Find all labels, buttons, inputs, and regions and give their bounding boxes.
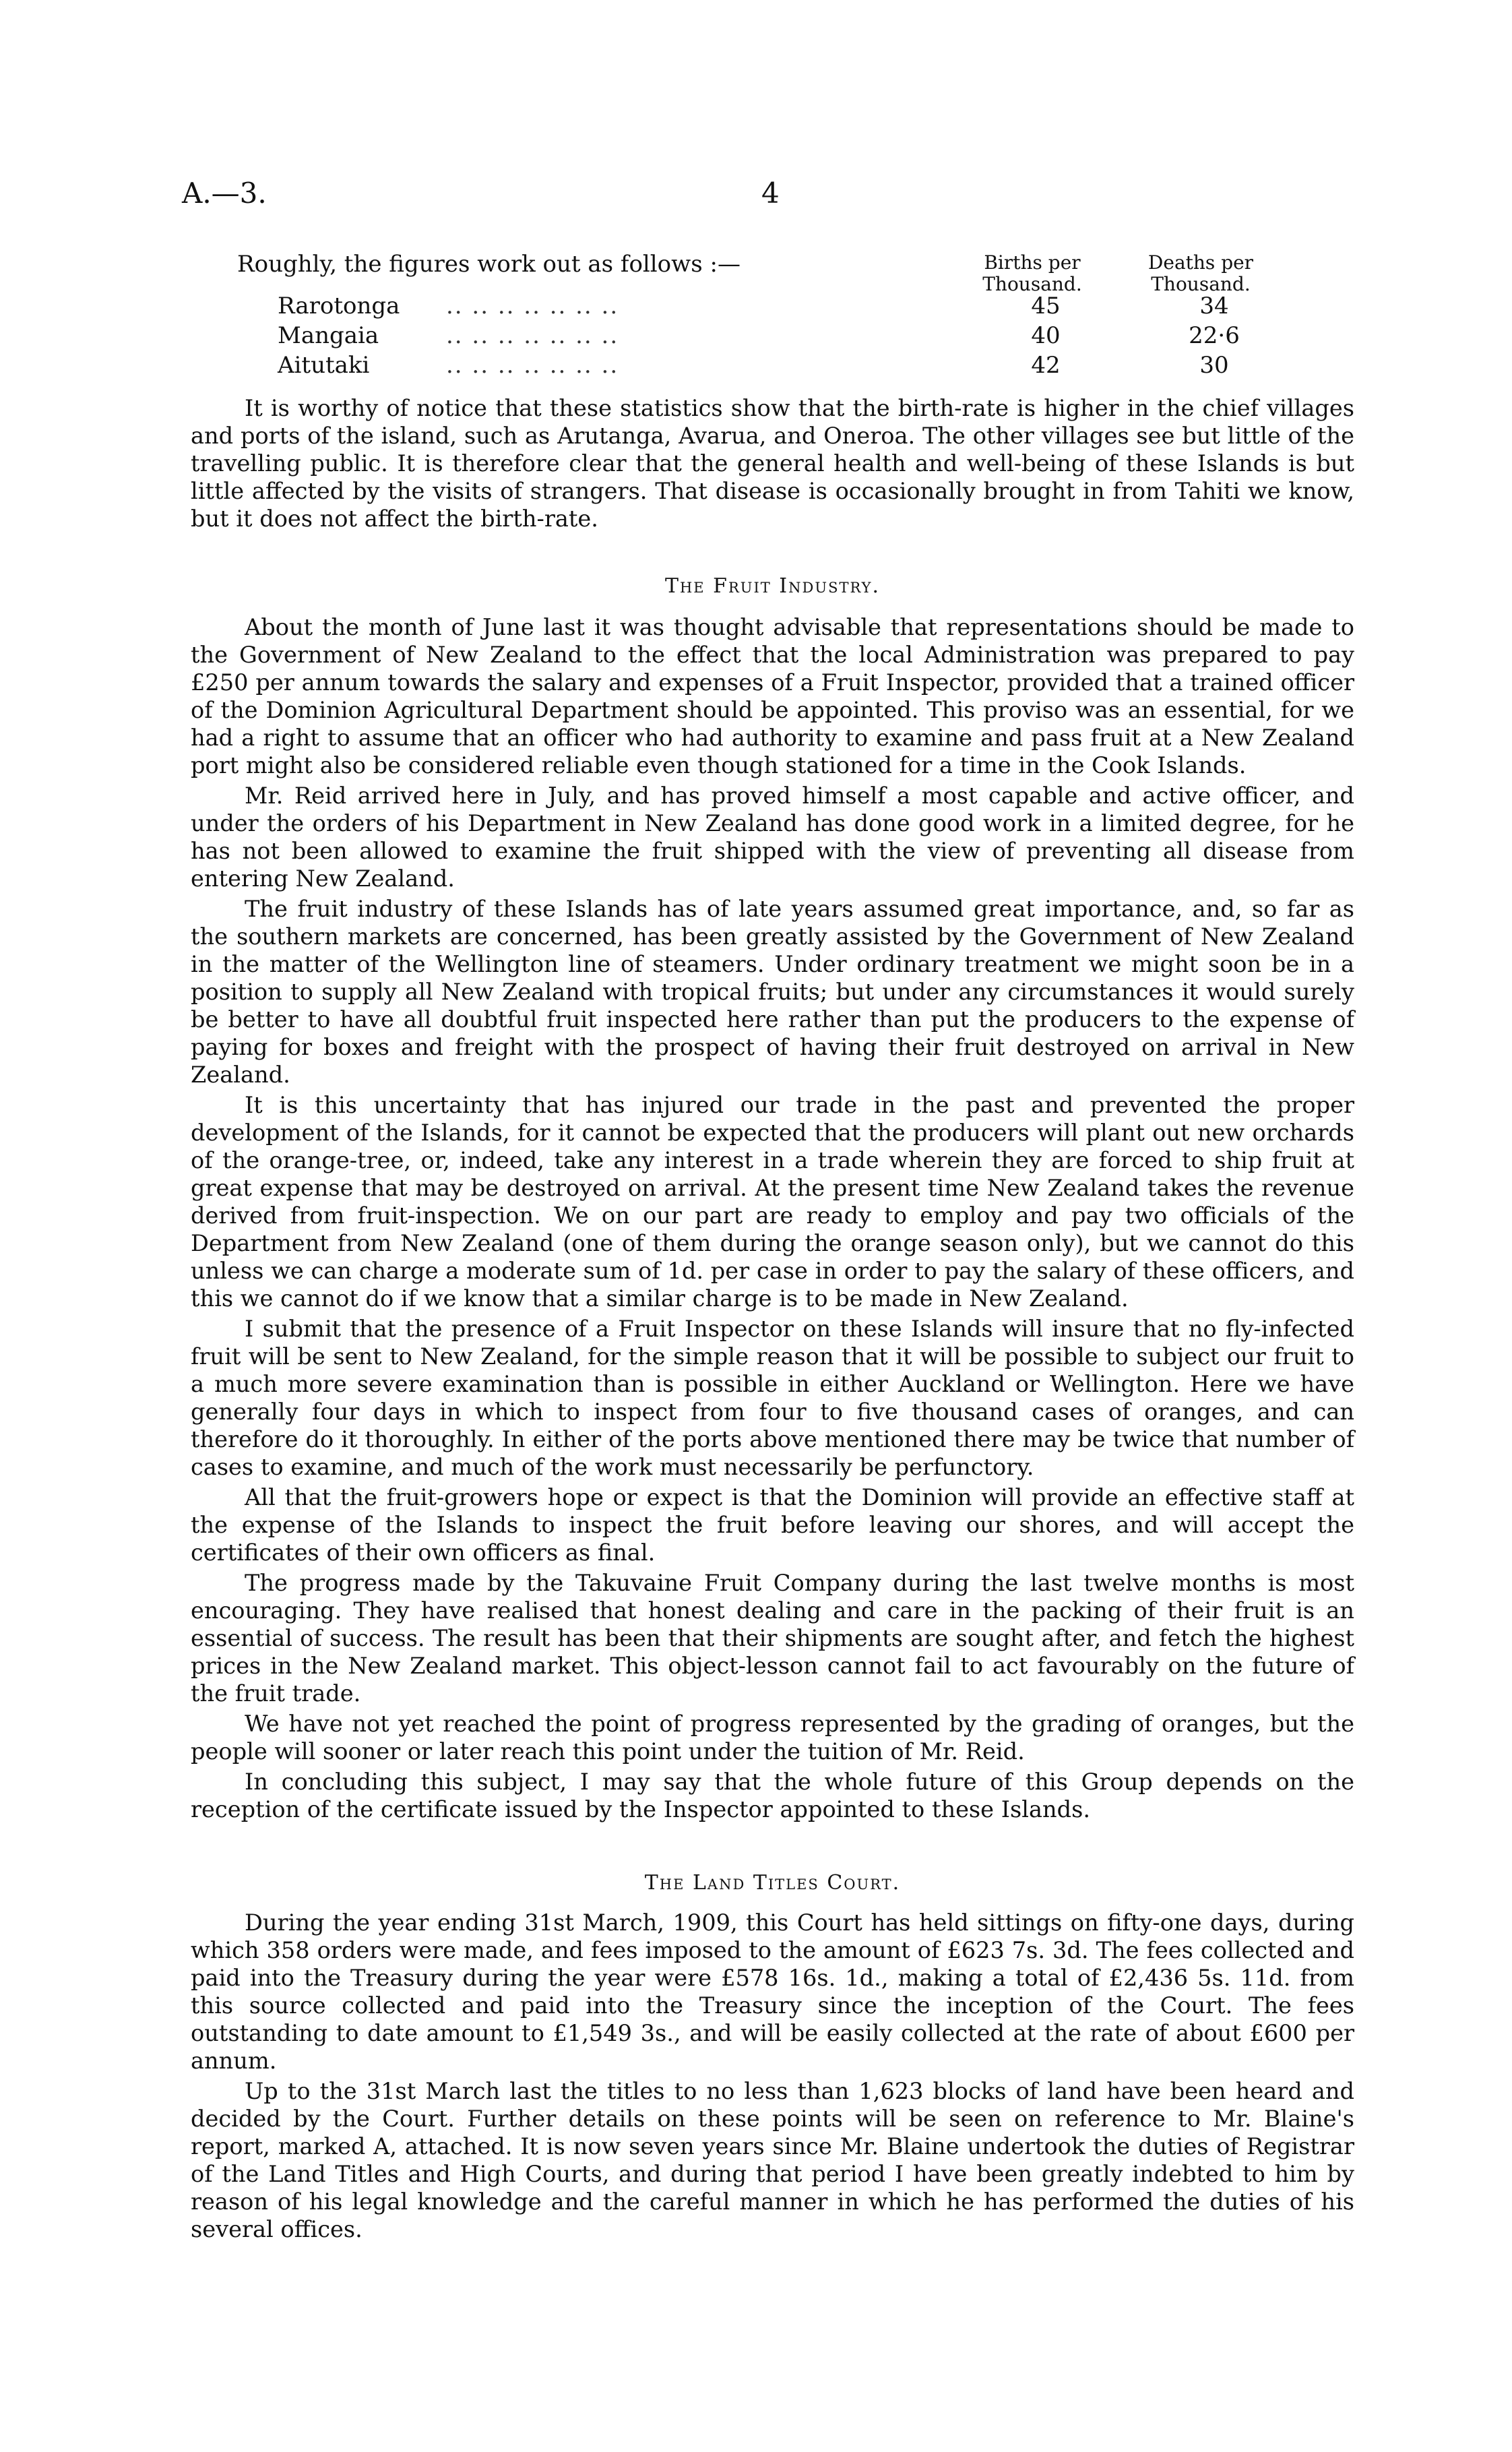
- paragraph: It is this uncertainty that has injured our trade in the past and prevented the proper development of the Islands, for it cannot be expected that the producers will plant out new orchards of the orange-tree, or, indeed, take any interest in a trade wherein they are forced to ship fruit at great expense that may be destroyed on arrival. At the present time New Zealand takes the revenue derived from fruit-inspection. We on our part are ready to employ and pay two officials of the Department from New Zealand (one of them during the orange season only), but we cannot do this unless we can charge a moderate sum of 1d. per case in order to pay the salary of these officers, and this we cannot do if we know that a similar charge is to be made in New Zealand.: [191, 1092, 1354, 1312]
- leader-dots: .. .. .. .. .. .. ..: [446, 322, 619, 349]
- paragraph: The fruit industry of these Islands has of late years assumed great importance, and, so far as the southern markets are concerned, has been greatly assisted by the Government of New Zealand in the matter of the Wellington line of steamers. Under ordinary treatment we might soon be in a position to supply all New Zealand with tropical fruits; but under any circumstances it would surely be better to have all doubtful fruit inspected here rather than put the producers to the expense of paying for boxes and freight with the prospect of having their fruit destroyed on arrival in New Zealand.: [191, 896, 1354, 1088]
- paragraph: In concluding this subject, I may say that the whole future of this Group depends on the reception of the certificate issued by the Inspector appointed to these Islands.: [191, 1769, 1354, 1822]
- deaths-value: 22·6: [1189, 322, 1240, 349]
- births-value: 45: [1031, 293, 1061, 319]
- paragraph: All that the fruit-growers hope or expect is that the Dominion will provide an effective staff at the expense of the Islands to inspect the fruit before leaving our shores, and will accept the certificates of their own officers as final.: [191, 1484, 1354, 1566]
- births-value: 40: [1031, 322, 1061, 349]
- notice-paragraph: It is worthy of notice that these statistics show that the birth-rate is higher in the chief villages and ports of the island, such as Arutanga, Avarua, and Oneroa. The other villages see but little of the travelling public. It is therefore clear that the general health and well-being of these Islands is but little affected by the visits of strangers. That disease is occasionally brought in from Tahiti we know, but it does not affect the birth-rate.: [191, 395, 1354, 532]
- deaths-column-header: Deaths per Thousand.: [1147, 251, 1254, 295]
- statistics-intro: Roughly, the figures work out as follows :—: [237, 251, 741, 278]
- island-name: Aitutaki: [278, 352, 370, 379]
- document-reference: A.—3.: [182, 177, 267, 210]
- island-name: Mangaia: [278, 322, 379, 349]
- deaths-value: 30: [1199, 352, 1229, 379]
- page-header: [182, 177, 1341, 231]
- leader-dots: .. .. .. .. .. .. ..: [446, 352, 619, 379]
- table-row: [278, 352, 1261, 383]
- paragraph: Up to the 31st March last the titles to no less than 1,623 blocks of land have been heard and decided by the Court. Further details on these points will be seen on reference to Mr. Blaine's report, marked A, attached. It is now seven years since Mr. Blaine undertook the duties of Registrar of the Land Titles and High Courts, and during that period I have been greatly indebted to him by reason of his legal knowledge and the careful manner in which he has performed the duties of his several offices.: [191, 2078, 1354, 2242]
- births-value: 42: [1031, 352, 1061, 379]
- land-titles-section: [191, 1909, 1354, 2243]
- paragraph: About the month of June last it was thought advisable that representations should be made to the Government of New Zealand to the effect that the local Administration was prepared to pay £250 per annum towards the salary and expenses of a Fruit Inspector, provided that a trained officer of the Dominion Agricultural Department should be appointed. This proviso was an essential, for we had a right to assume that an officer who had authority to examine and pass fruit at a New Zealand port might also be considered reliable even though stationed for a time in the Cook Islands.: [191, 614, 1354, 778]
- page-number: 4: [761, 177, 780, 210]
- fruit-industry-heading: The Fruit Industry.: [664, 574, 881, 598]
- statistics-table: [237, 243, 1261, 384]
- table-row: [278, 322, 1261, 353]
- paragraph: Mr. Reid arrived here in July, and has proved himself a most capable and active officer, and under the orders of his Department in New Zealand has done good work in a limited degree, for he has not been allowed to examine the fruit shipped with the view of preventing all disease from entering New Zealand.: [191, 783, 1354, 892]
- table-row: [278, 293, 1261, 324]
- leader-dots: .. .. .. .. .. .. ..: [446, 293, 619, 319]
- land-titles-heading: The Land Titles Court.: [644, 1871, 901, 1895]
- births-column-header: Births per Thousand.: [982, 251, 1082, 295]
- paragraph: We have not yet reached the point of progress represented by the grading of oranges, but the people will sooner or later reach this point under the tuition of Mr. Reid.: [191, 1711, 1354, 1765]
- paragraph: I submit that the presence of a Fruit Inspector on these Islands will insure that no fly-infected fruit will be sent to New Zealand, for the simple reason that it will be possible to subject our fruit to a much more severe examination than is possible in either Auckland or Wellington. Here we have generally four days in which to inspect from four to five thousand cases of oranges, and can therefore do it thoroughly. In either of the ports above mentioned there may be twice that number of cases to examine, and much of the work must necessarily be perfunctory.: [191, 1316, 1354, 1480]
- paragraph: During the year ending 31st March, 1909, this Court has held sittings on fifty-one days, during which 358 orders were made, and fees imposed to the amount of £623 7s. 3d. The fees collected and paid into the Treasury during the year were £578 16s. 1d., making a total of £2,436 5s. 11d. from this source collected and paid into the Treasury since the inception of the Court. The fees outstanding to date amount to £1,549 3s., and will be easily collected at the rate of about £600 per annum.: [191, 1909, 1354, 2074]
- fruit-industry-section: [191, 613, 1354, 1823]
- deaths-value: 34: [1199, 293, 1229, 319]
- paragraph: The progress made by the Takuvaine Fruit Company during the last twelve months is most encouraging. They have realised that honest dealing and care in the packing of their fruit is an essential of success. The result has been that their shipments are sought after, and fetch the highest prices in the New Zealand market. This object-lesson cannot fail to act favourably on the future of the fruit trade.: [191, 1570, 1354, 1707]
- island-name: Rarotonga: [278, 293, 400, 319]
